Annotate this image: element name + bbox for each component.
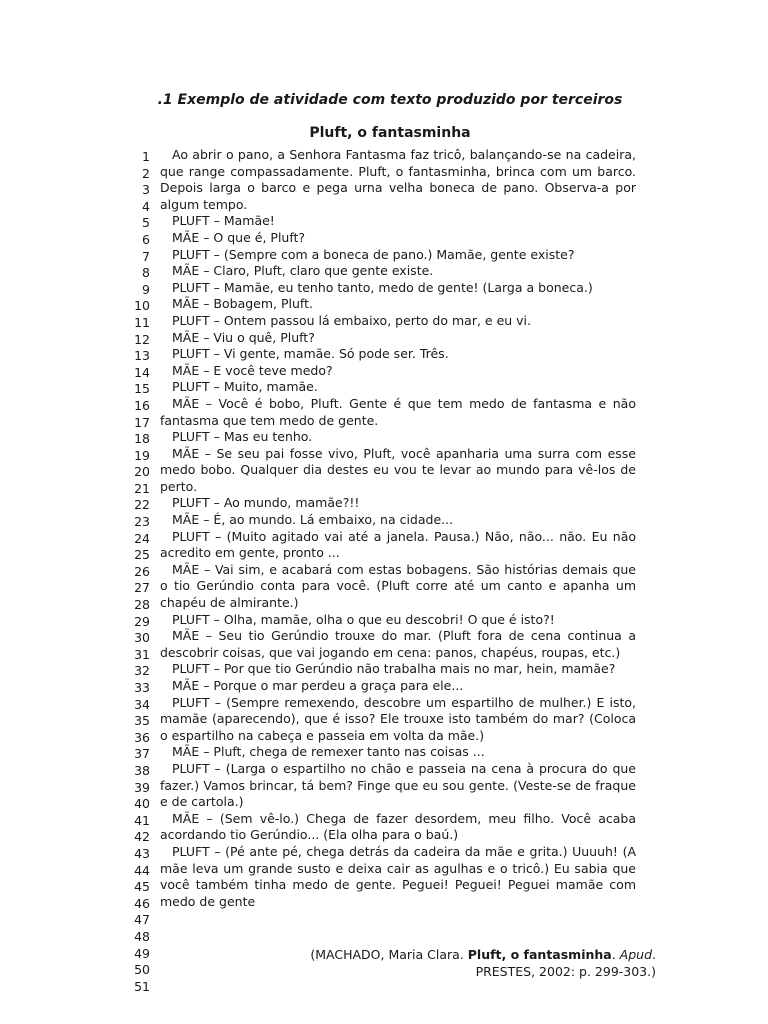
line-number: 21: [134, 480, 150, 496]
line-number: 18: [134, 431, 150, 447]
dialogue-line: MÃE – Viu o quê, Pluft?: [172, 329, 315, 345]
dialogue-line: PLUFT – (Muito agitado vai até a janela. Pausa.) Não, não... não. Eu não acredito em gente, pronto ...: [160, 528, 636, 561]
line-number: 46: [134, 895, 150, 911]
line-number: 49: [134, 945, 150, 961]
line-number: 13: [134, 348, 150, 364]
citation: [160, 947, 656, 980]
citation-apud: Apud: [619, 947, 653, 962]
line-number: 43: [134, 845, 150, 861]
dialogue-line: PLUFT – Olha, mamãe, olha o que eu descobri! O que é isto?!: [172, 611, 555, 627]
citation-author: (MACHADO, Maria Clara.: [310, 947, 468, 962]
citation-period: .: [652, 947, 656, 962]
line-number: 17: [134, 414, 150, 430]
dialogue-line: PLUFT – Mas eu tenho.: [172, 429, 313, 445]
line-number: 37: [134, 746, 150, 762]
line-number: 31: [134, 646, 150, 662]
line-number: 47: [134, 912, 150, 928]
line-number: 40: [134, 796, 150, 812]
line-number: 34: [134, 696, 150, 712]
line-number: 16: [134, 397, 150, 413]
line-number: 30: [134, 630, 150, 646]
section-heading: .1 Exemplo de atividade com texto produzido por terceiros: [157, 92, 623, 108]
dialogue-line: MÃE – Pluft, chega de remexer tanto nas coisas ...: [172, 744, 485, 760]
line-number: 35: [134, 713, 150, 729]
stage-direction: Ao abrir o pano, a Senhora Fantasma faz tricô, balançando-se na cadeira, que range compassadamente. Pluft, o fantasminha, brinca com um barco. Depois larga o barco e pega urna velha boneca de pano. Observa-a por algum tempo.: [160, 147, 636, 212]
line-number: 25: [134, 547, 150, 563]
line-number: 33: [134, 680, 150, 695]
play-text: [160, 147, 636, 910]
line-number: 51: [134, 978, 150, 994]
line-number: 42: [134, 829, 150, 845]
dialogue-line: PLUFT – Mamãe!: [172, 213, 275, 229]
dialogue-line: MÃE – Porque o mar perdeu a graça para ele...: [172, 678, 464, 693]
line-number: 27: [134, 580, 150, 596]
line-number: 4: [142, 198, 150, 214]
dialogue-line: MÃE – É, ao mundo. Lá embaixo, na cidade...: [172, 512, 454, 528]
line-number: 32: [134, 663, 150, 679]
line-number: 15: [134, 381, 150, 397]
line-number: 8: [142, 265, 150, 281]
line-number: 11: [134, 314, 150, 330]
line-number: 38: [134, 762, 150, 778]
line-number: 23: [134, 514, 150, 530]
line-number: 12: [134, 331, 150, 347]
line-number: 36: [134, 729, 150, 745]
dialogue-line: PLUFT – Por que tio Gerúndio não trabalha mais no mar, hein, mamãe?: [172, 661, 616, 677]
line-number: 20: [134, 464, 150, 480]
dialogue-line: PLUFT – (Larga o espartilho no chão e passeia na cena à procura do que fazer.) Vamos brincar, tá bem? Finge que eu sou gente. (Veste-se de fraque e de cartola.): [160, 760, 636, 810]
dialogue-line: MÃE – E você teve medo?: [172, 362, 333, 378]
dialogue-line: PLUFT – (Pé ante pé, chega detrás da cadeira da mãe e grita.) Uuuuh! (A mãe leva um grande susto e deixa cair as agulhas e o tricô.) Eu sabia que você também tinha medo de gente. Peguei! Peguei! Peguei mamãe com medo de gente: [160, 843, 636, 909]
line-number: 45: [134, 879, 150, 895]
line-number: 3: [142, 182, 150, 198]
dialogue-line: MÃE – Vai sim, e acabará com estas bobagens. São histórias demais que o tio Gerúndio conta para você. (Pluft corre até um canto e apanha um chapéu de almirante.): [160, 561, 636, 611]
dialogue-line: PLUFT – Muito, mamãe.: [172, 379, 318, 395]
dialogue-line: MÃE – Bobagem, Pluft.: [172, 296, 313, 312]
dialogue-line: PLUFT – Mamãe, eu tenho tanto, medo de gente! (Larga a boneca.): [172, 279, 593, 295]
line-number: 26: [134, 563, 150, 579]
citation-work-title: Pluft, o fantasminha: [467, 947, 612, 962]
line-number: 41: [134, 812, 150, 828]
dialogue-line: PLUFT – Ontem passou lá embaixo, perto do mar, e eu vi.: [172, 312, 532, 328]
line-number: 29: [134, 613, 150, 629]
line-number: 28: [134, 597, 150, 613]
line-number: 50: [134, 962, 150, 978]
citation-separator: .: [611, 947, 620, 962]
line-number: 14: [134, 364, 150, 380]
line-number: 10: [134, 298, 150, 314]
dialogue-line: MÃE – Seu tio Gerúndio trouxe do mar. (Pluft fora de cena continua a descobrir coisas, que vai jogando em cena: panos, chapéus, roupas, etc.): [160, 628, 636, 660]
citation-line-2: PRESTES, 2002: p. 299-303.): [475, 963, 656, 979]
dialogue-line: PLUFT – Vi gente, mamãe. Só pode ser. Três.: [172, 346, 449, 362]
line-number: 19: [134, 447, 150, 463]
dialogue-line: PLUFT – (Sempre remexendo, descobre um espartilho de mulher.) E isto, mamãe (aparecendo), que é isso? Ele trouxe isto também do mar? (Coloca o espartilho na cabeça e passeia em volta da mãe.): [160, 694, 636, 743]
dialogue-line: PLUFT – Ao mundo, mamãe?!!: [172, 495, 360, 511]
line-number: 44: [134, 862, 150, 878]
line-number: 7: [142, 248, 150, 264]
dialogue-line: MÃE – Você é bobo, Pluft. Gente é que tem medo de fantasma e não fantasma que tem medo de gente.: [160, 395, 636, 428]
line-number-column: [120, 149, 150, 995]
line-number: 22: [134, 497, 150, 513]
dialogue-line: PLUFT – (Sempre com a boneca de pano.) Mamãe, gente existe?: [172, 246, 575, 262]
line-number: 5: [142, 215, 150, 231]
text-title: Pluft, o fantasminha: [309, 125, 471, 141]
line-number: 1: [142, 149, 150, 164]
line-number: 2: [142, 165, 150, 181]
line-number: 24: [134, 530, 150, 546]
line-number: 6: [142, 231, 150, 247]
dialogue-line: MÃE – Se seu pai fosse vivo, Pluft, você apanharia uma surra com esse medo bobo. Qualquer dia destes eu vou te levar ao mundo para vê-los de perto.: [160, 445, 636, 494]
dialogue-line: MÃE – O que é, Pluft?: [172, 229, 306, 245]
line-number: 9: [142, 281, 150, 297]
dialogue-line: MÃE – Claro, Pluft, claro que gente existe.: [172, 263, 434, 279]
line-number: 48: [134, 928, 150, 944]
dialogue-line: MÃE – (Sem vê-lo.) Chega de fazer desordem, meu filho. Você acaba acordando tio Gerúndio... (Ela olha para o baú.): [160, 810, 636, 843]
line-number: 39: [134, 779, 150, 795]
citation-line-1: [160, 947, 656, 964]
